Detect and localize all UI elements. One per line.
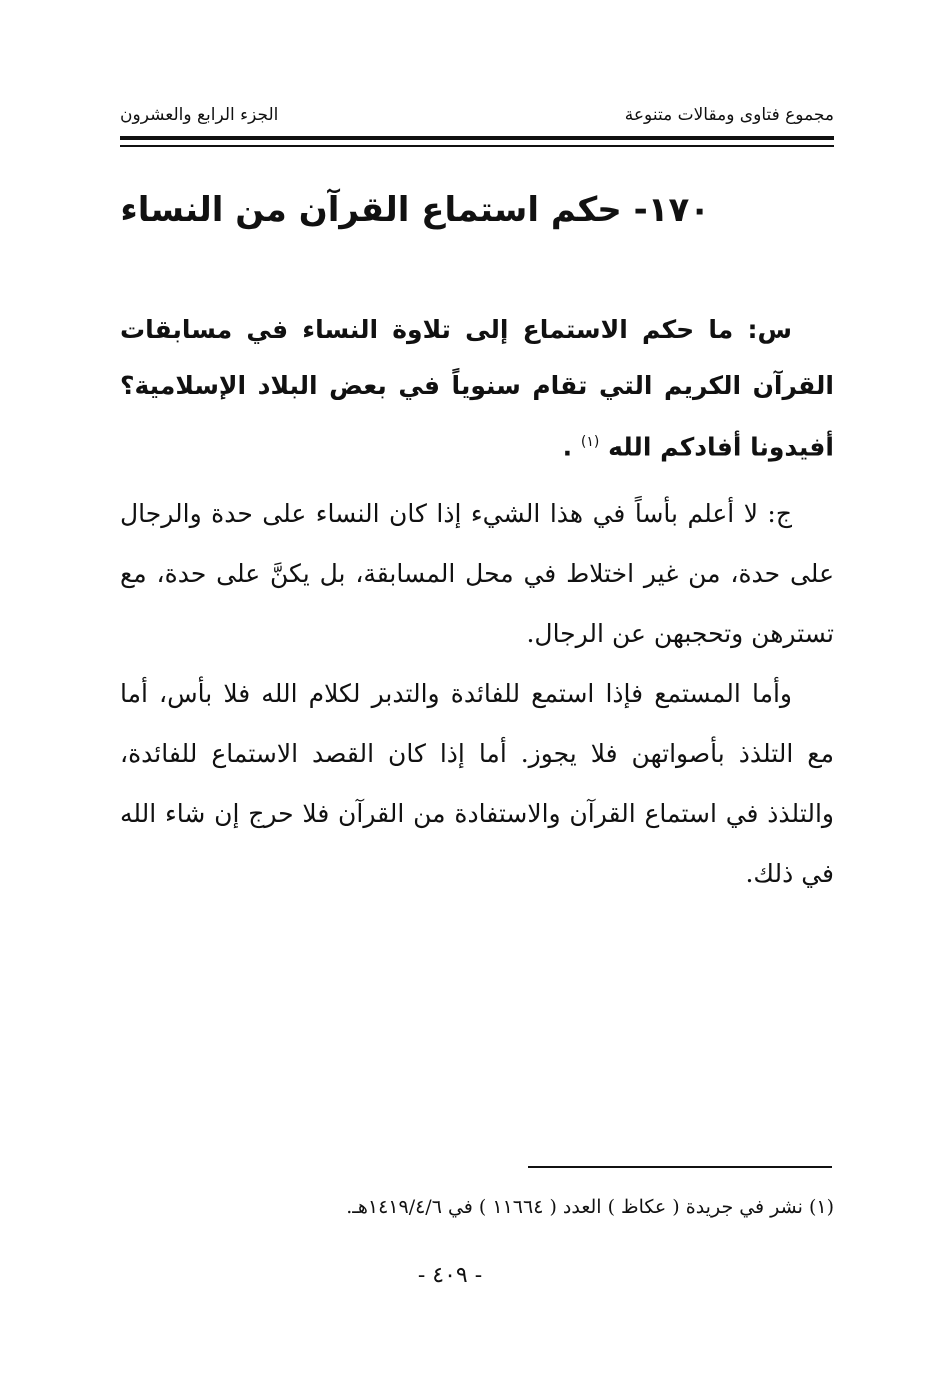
page-number: - ٤٠٩ - (417, 1263, 483, 1288)
chapter-title: ١٧٠- حكم استماع القرآن من النساء (120, 190, 710, 230)
header-rule-thick (120, 136, 834, 140)
footnote: (١) نشر في جريدة ( عكاظ ) العدد ( ١١٦٦٤ ) في ١٤١٩/٤/٦هـ. (346, 1196, 834, 1218)
question-text: س: ما حكم الاستماع إلى تلاوة النساء في مسابقات القرآن الكريم التي تقام سنوياً في بعض البلاد الإسلامية؟ أفيدونا أفادكم الله (120, 315, 834, 462)
question-block (120, 302, 834, 475)
running-header (120, 100, 834, 130)
question-end: . (562, 432, 573, 462)
volume-label: الجزء الرابع والعشرون (120, 105, 279, 125)
answer-paragraph-1: ج: لا أعلم بأساً في هذا الشيء إذا كان النساء على حدة والرجال على حدة، من غير اختلاط في محل المسابقة، بل يكنَّ على حدة، مع تسترهن وتحجبهن عن الرجال. (120, 499, 834, 648)
book-title: مجموع فتاوى ومقالات متنوعة (624, 105, 834, 125)
answer-block (120, 484, 834, 904)
header-rule-thin (120, 145, 834, 147)
footnote-reference: (١) (580, 434, 600, 450)
footnote-divider (528, 1166, 832, 1168)
answer-paragraph-2: وأما المستمع فإذا استمع للفائدة والتدبر لكلام الله فلا بأس، أما مع التلذذ بأصواتهن فلا يجوز. أما إذا كان القصد الاستماع للفائدة، والتلذذ في استماع القرآن والاستفادة من القرآن فلا حرج إن شاء الله في ذلك. (120, 679, 834, 888)
